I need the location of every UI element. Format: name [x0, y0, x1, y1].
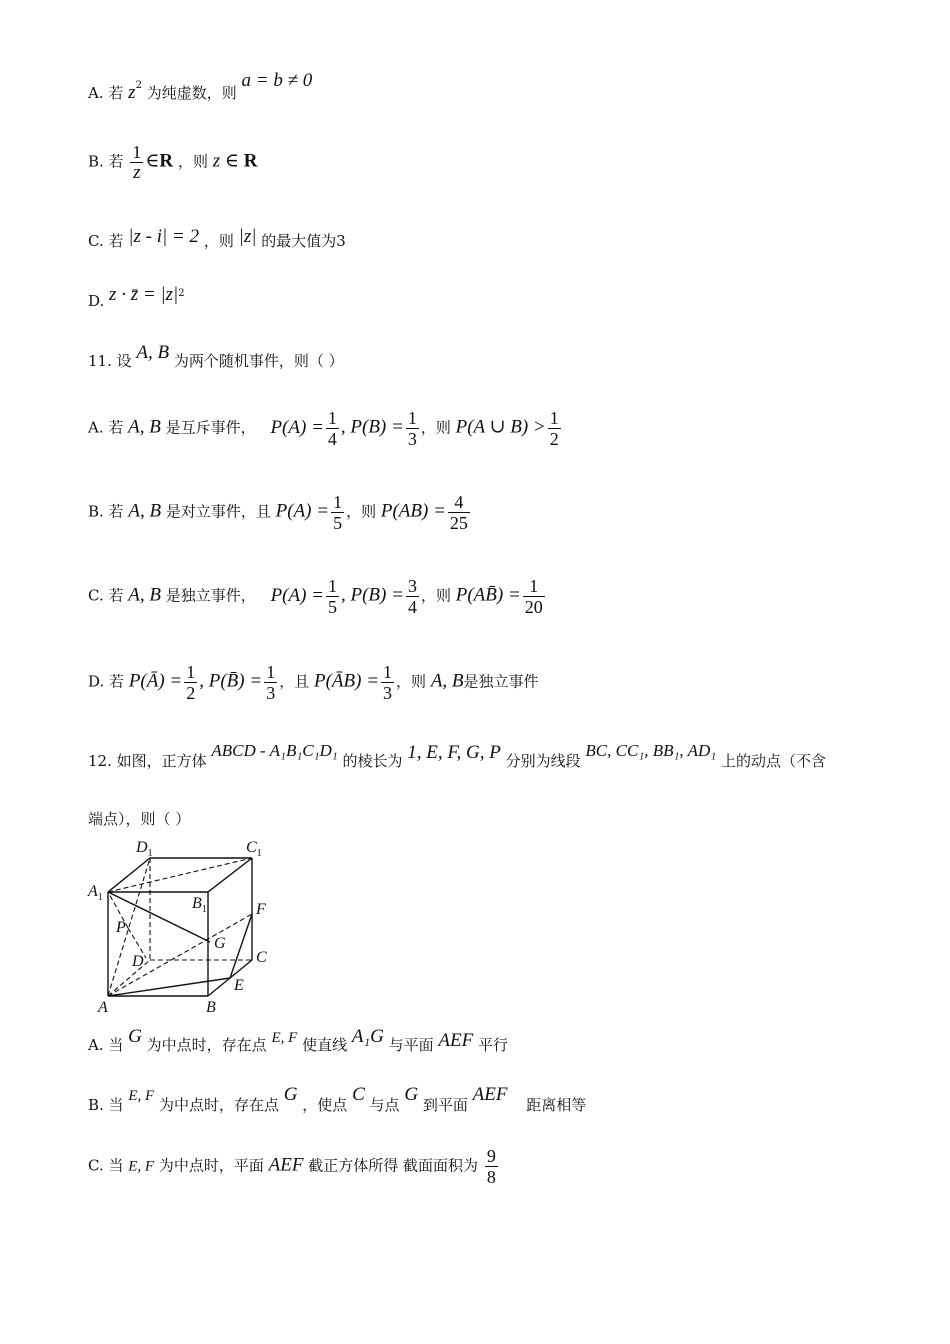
option-text: ，则 — [420, 418, 451, 437]
denominator: 4 — [327, 429, 337, 449]
option-text: ，则 — [420, 586, 451, 605]
question-number: 12. 如图，正方体 — [88, 752, 207, 770]
math-vals: 1, E, F, G, P — [407, 742, 501, 763]
option-text: ，则 — [346, 502, 377, 521]
denominator: 3 — [383, 683, 393, 703]
option-text: 为中点时，存在点 — [146, 1036, 267, 1054]
q12-stem-line2 — [88, 808, 190, 829]
fraction — [406, 576, 419, 617]
label-B: B — [206, 999, 216, 1016]
denominator: 8 — [486, 1167, 496, 1187]
math-expr: P(AB) = — [380, 500, 446, 522]
option-label: A. 若 — [88, 418, 124, 437]
option-text: ，且 — [279, 672, 310, 691]
math-expr: P(A ∪ B) > — [455, 416, 546, 438]
question-text: 为两个随机事件，则（ ） — [173, 352, 344, 370]
option-text: 到平面 — [422, 1096, 468, 1114]
label-E: E — [234, 977, 244, 994]
fraction — [381, 662, 394, 703]
option-text: 截正方体所得 截面面积为 — [308, 1156, 479, 1175]
denominator: 4 — [407, 597, 417, 617]
math-vars: A, B — [430, 670, 464, 692]
option-text: 与点 — [369, 1096, 400, 1114]
option-text: ，则 — [177, 152, 208, 171]
fraction — [130, 142, 143, 183]
option-text: 是对立事件，且 — [165, 502, 271, 521]
option-label: B. 当 — [88, 1096, 124, 1114]
math-z: z — [128, 82, 136, 103]
numerator: 1 — [333, 492, 343, 512]
option-label: D. 若 — [88, 672, 125, 691]
math-plane: AEF — [268, 1154, 304, 1176]
label-C: C — [256, 949, 267, 966]
numerator: 3 — [407, 576, 417, 596]
fraction — [406, 408, 419, 449]
math-expr: , P(B) = — [341, 584, 404, 606]
fraction — [548, 408, 561, 449]
option-text: 为中点时，存在点 — [158, 1096, 279, 1114]
label-D1: $D_1$ — [136, 839, 153, 859]
option-text: 使直线 — [302, 1036, 348, 1054]
math-vars: A, B — [128, 500, 162, 522]
math-vars: A, B — [128, 416, 161, 438]
option-label: A. 若 — [88, 84, 124, 102]
q11-option-c — [88, 576, 547, 617]
option-text: 是独立事件 — [463, 672, 539, 691]
fraction — [264, 662, 277, 703]
option-text: ，则 — [396, 672, 427, 691]
math-var: C — [352, 1084, 365, 1105]
math-set-R: R — [159, 150, 174, 172]
cube-figure — [84, 838, 284, 1020]
label-B1: $B_1$ — [192, 895, 207, 915]
option-text: 为纯虚数，则 — [146, 84, 237, 102]
option-text: 为中点时，平面 — [158, 1156, 264, 1175]
q12-option-b — [88, 1084, 587, 1116]
math-plane: AEF — [438, 1030, 474, 1051]
math-expr: z · z̄ = |z| — [109, 284, 179, 305]
question-text: 上的动点（不含 — [720, 752, 826, 770]
option-label: D. — [88, 292, 105, 310]
math-expr: P(A) = — [270, 584, 324, 606]
math-var: G — [404, 1084, 419, 1105]
math-segments: BC, CC₁, BB₁, AD₁ — [585, 741, 717, 760]
numerator: 9 — [486, 1146, 496, 1166]
numerator: 1 — [327, 408, 337, 428]
numerator: 1 — [549, 408, 559, 428]
option-label: A. 当 — [88, 1036, 124, 1054]
math-line: A₁G — [351, 1026, 384, 1047]
denominator: z — [133, 162, 141, 183]
math-expr: , P(B) = — [340, 416, 404, 438]
numerator: 1 — [266, 662, 276, 682]
math-abs: |z| — [238, 226, 257, 247]
math-var: G — [283, 1084, 298, 1105]
math-expr: P(A) = — [270, 416, 324, 438]
q11-option-d — [88, 662, 539, 703]
option-text: 是独立事件， — [165, 586, 256, 605]
q10-option-c — [88, 226, 346, 252]
denominator: 3 — [407, 429, 417, 449]
math-plane: AEF — [472, 1084, 508, 1105]
fraction — [326, 576, 339, 617]
math-vars: A, B — [128, 584, 161, 606]
q10-option-b — [88, 142, 257, 183]
numerator: 1 — [383, 662, 393, 682]
math-expr: |z - i| = 2 — [128, 226, 200, 247]
math-expr: P(Ā) = — [128, 670, 183, 692]
denominator: 20 — [524, 597, 543, 617]
edge — [108, 858, 150, 892]
option-label: C. 若 — [88, 232, 124, 250]
option-label: C. 若 — [88, 586, 124, 605]
label-P: P — [116, 919, 126, 936]
q10-option-a — [88, 70, 313, 104]
question-number: 11. 设 — [88, 352, 132, 370]
q11-option-a — [88, 408, 563, 449]
math-cube: ABCD - A₁B₁C₁D₁ — [211, 741, 338, 760]
q12-stem-line1 — [88, 741, 826, 772]
numerator: 4 — [448, 492, 470, 513]
label-G: G — [214, 935, 226, 952]
denominator: 2 — [549, 429, 559, 449]
option-text: 平行 — [478, 1036, 509, 1054]
label-F: F — [256, 901, 266, 918]
math-expr: , P(B̄) = — [199, 670, 263, 692]
option-text: ，则 — [203, 232, 234, 250]
numerator: 1 — [186, 662, 196, 682]
option-text: 的最大值为3 — [261, 232, 346, 250]
numerator: 1 — [407, 408, 417, 428]
label-D: D — [132, 953, 144, 970]
numerator: 1 — [132, 142, 142, 162]
q12-option-c — [88, 1146, 500, 1187]
fraction — [448, 492, 470, 533]
math-symbol: ∈ — [145, 150, 160, 172]
math-var: G — [128, 1026, 142, 1047]
denominator: 25 — [449, 513, 468, 533]
question-text: 端点），则（ ） — [88, 810, 191, 828]
option-text: 是互斥事件， — [165, 418, 256, 437]
numerator: 1 — [328, 576, 337, 596]
math-expr: P(AB̄) = — [455, 584, 521, 606]
numerator: 1 — [523, 576, 545, 597]
math-condition: a = b ≠ 0 — [241, 70, 313, 91]
fraction — [523, 576, 545, 617]
option-text: ，使点 — [302, 1096, 348, 1114]
math-vars: A, B — [136, 342, 170, 363]
edge — [208, 858, 252, 892]
q10-option-d — [88, 284, 185, 312]
option-text: 距离相等 — [526, 1096, 587, 1114]
math-vars: E, F — [128, 1158, 155, 1175]
option-text: 与平面 — [388, 1036, 434, 1054]
question-text: 分别为线段 — [505, 752, 581, 770]
option-label: B. 若 — [88, 502, 124, 521]
label-A1: $A_1$ — [88, 883, 103, 903]
fraction — [184, 662, 197, 703]
math-set-R: R — [243, 150, 258, 172]
exponent: 2 — [135, 80, 142, 91]
denominator: 3 — [266, 683, 276, 703]
q11-option-b — [88, 492, 472, 533]
denominator: 2 — [186, 683, 196, 703]
label-C1: $C_1$ — [246, 839, 262, 859]
option-label: C. 当 — [88, 1156, 124, 1175]
fraction — [326, 408, 339, 449]
label-A: A — [98, 999, 108, 1016]
exponent: 2 — [178, 288, 185, 299]
math-expr: P(ĀB) = — [313, 670, 380, 692]
fraction — [331, 492, 344, 533]
denominator: 5 — [333, 513, 343, 533]
option-label: B. 若 — [88, 152, 124, 171]
q12-option-a — [88, 1026, 509, 1056]
denominator: 5 — [328, 597, 337, 617]
math-vars: E, F — [128, 1088, 155, 1104]
math-vars: E, F — [271, 1030, 298, 1046]
q11-stem — [88, 342, 344, 372]
math-expr: P(A) = — [275, 500, 330, 522]
question-text: 的棱长为 — [342, 752, 403, 770]
math-expr: z ∈ — [212, 150, 244, 172]
fraction — [485, 1146, 498, 1187]
